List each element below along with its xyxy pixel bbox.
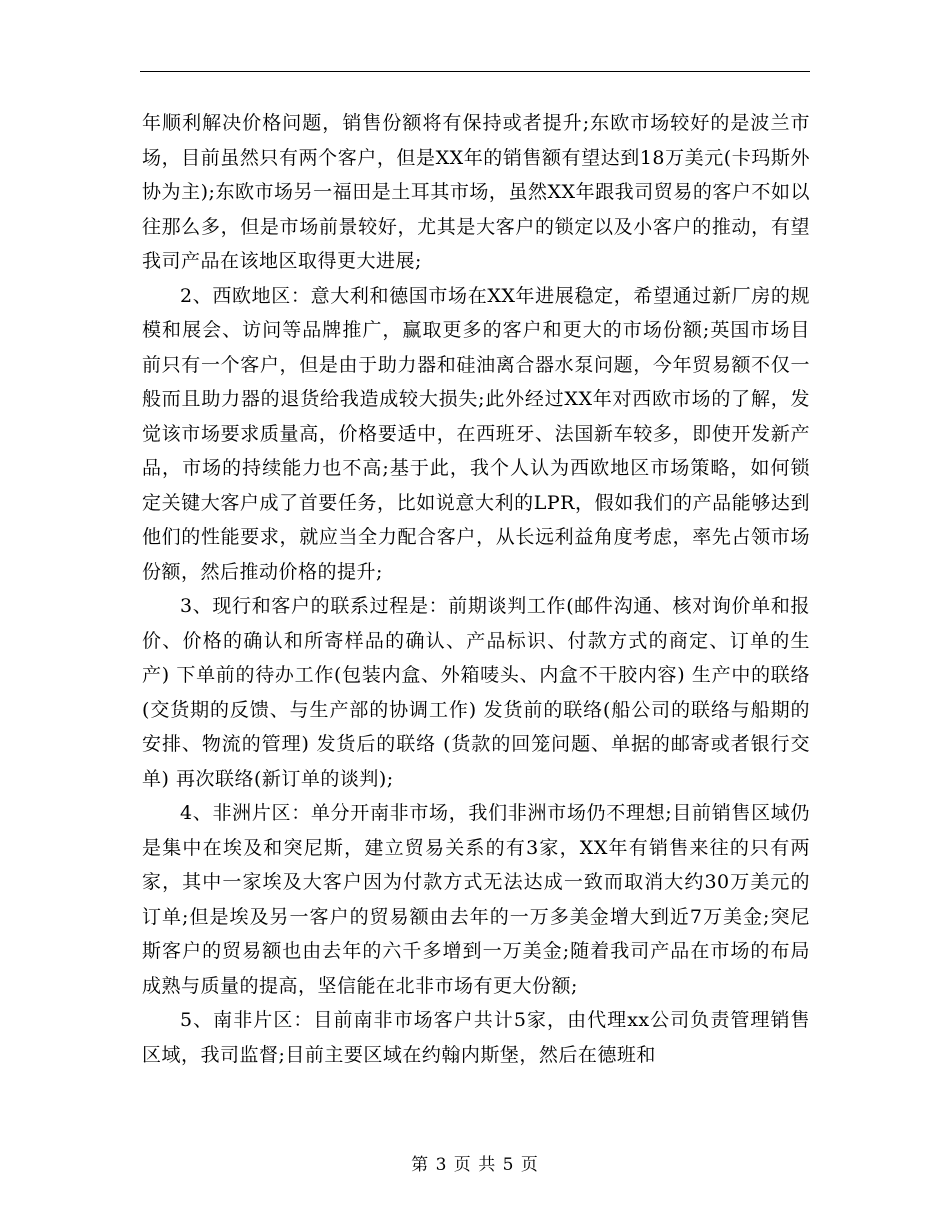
header-rule (140, 71, 810, 72)
paragraph-west-europe: 2、西欧地区：意大利和德国市场在XX年进展稳定，希望通过新厂房的规模和展会、访问等品牌推广，赢取更多的客户和更大的市场份额;英国市场目前只有一个客户，但是由于助力器和硅油离合器水泵问题，今年贸易额不仅一般而且助力器的退货给我造成较大损失;此外经过XX年对西欧市场的了解，发觉该市场要求质量高，价格要适中，在西班牙、法国新车较多，即使开发新产品，市场的持续能力也不高;基于此，我个人认为西欧地区市场策略，如何锁定关键大客户成了首要任务，比如说意大利的LPR，假如我们的产品能够达到他们的性能要求，就应当全力配合客户，从长远利益角度考虑，率先占领市场份额，然后推动价格的提升; (142, 284, 810, 583)
paragraph-customer-contact-process: 3、现行和客户的联系过程是：前期谈判工作(邮件沟通、核对询价单和报价、价格的确认和所寄样品的确认、产品标识、付款方式的商定、订单的生产) 下单前的待办工作(包装内盒、外箱唛头、内盒不干胶内容) 生产中的联络(交货期的反馈、与生产部的协调工作) 发货前的联络(船公司的联络与船期的安排、物流的管理) 发货后的联络 (货款的回笼问题、单据的邮寄或者银行交单) 再次联络(新订单的谈判); (142, 595, 810, 790)
paragraph-south-africa: 5、南非片区：目前南非市场客户共计5家，由代理xx公司负责管理销售区域，我司监督;目前主要区域在约翰内斯堡，然后在德班和 (142, 1009, 810, 1066)
paragraph-east-europe: 年顺利解决价格问题，销售份额将有保持或者提升;东欧市场较好的是波兰市场，目前虽然只有两个客户，但是XX年的销售额有望达到18万美元(卡玛斯外协为主);东欧市场另一福田是土耳其市场，虽然XX年跟我司贸易的客户不如以往那么多，但是市场前景较好，尤其是大客户的锁定以及小客户的推动，有望我司产品在该地区取得更大进展; (142, 112, 810, 272)
paragraph-africa: 4、非洲片区：单分开南非市场，我们非洲市场仍不理想;目前销售区域仍是集中在埃及和突尼斯，建立贸易关系的有3家，XX年有销售来往的只有两家，其中一家埃及大客户因为付款方式无法达成一致而取消大约30万美元的订单;但是埃及另一客户的贸易额由去年的一万多美金增大到近7万美金;突尼斯客户的贸易额也由去年的六千多增到一万美金;随着我司产品在市场的布局成熟与质量的提高，坚信能在北非市场有更大份额; (142, 802, 810, 997)
document-body (142, 106, 810, 1072)
page-number: 第 3 页 共 5 页 (411, 1155, 539, 1175)
